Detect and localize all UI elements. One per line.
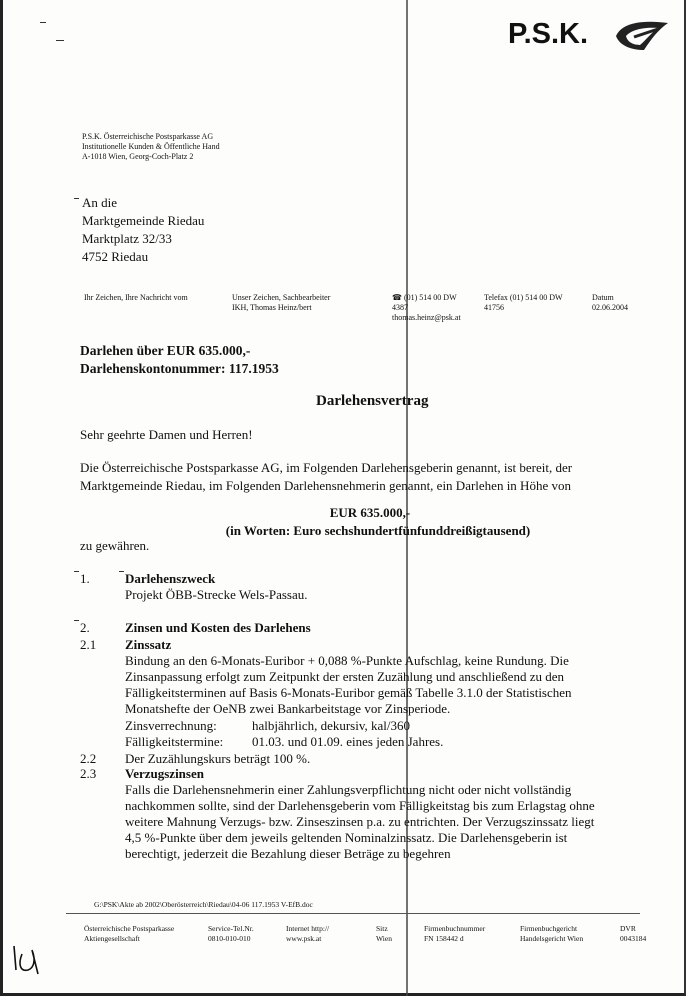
- handwritten-initial-icon: [8, 940, 44, 980]
- unser-zeichen-value: IKH, Thomas Heinz/bert: [232, 303, 312, 312]
- subject: [80, 342, 279, 378]
- phone-value: 4387: [392, 303, 408, 312]
- footer-divider: [66, 913, 640, 914]
- unser-zeichen: [232, 293, 330, 313]
- section2-3-body: [125, 782, 595, 862]
- fax-label: Telefax (01) 514 00 DW: [484, 293, 563, 302]
- footer-dvr-value: 0043184: [620, 933, 647, 943]
- faelligkeitstermine-value: 01.03. und 01.09. eines jeden Jahres.: [252, 734, 444, 749]
- section2-2-number: 2.2: [80, 751, 97, 766]
- scan-mark: [74, 620, 79, 621]
- section2-2-text: Der Zuzählungskurs beträgt 100 %.: [125, 751, 311, 766]
- section1-heading: Darlehenszweck: [125, 571, 216, 586]
- sender-line1: P.S.K. Österreichische Postsparkasse AG: [82, 132, 214, 141]
- amount-value: EUR 635.000,-: [329, 505, 411, 520]
- amount-words: (in Worten: Euro sechshundertfünfunddreißigtausend): [225, 523, 531, 538]
- ihr-zeichen-label: Ihr Zeichen, Ihre Nachricht vom: [84, 293, 188, 302]
- footer-company-line1: Österreichische Postsparkasse: [84, 924, 175, 933]
- scan-mark: [74, 571, 79, 572]
- recipient-line2: Marktgemeinde Riedau: [82, 213, 205, 228]
- sender-address: [82, 132, 220, 162]
- footer-sitz-value: Wien: [376, 933, 392, 943]
- intro-line1: Die Österreichische Postsparkasse AG, im Folgenden Darlehensgeberin genannt, ist bereit, der: [80, 460, 573, 475]
- section1-text: Projekt ÖBB-Strecke Wels-Passau.: [125, 587, 308, 602]
- section2-heading: Zinsen und Kosten des Darlehens: [125, 620, 311, 635]
- email-value: thomas.heinz@psk.at: [392, 313, 461, 322]
- recipient-address: [82, 194, 204, 266]
- phone-label: ☎ (01) 514 00 DW: [392, 293, 457, 302]
- footer-internet: [286, 924, 329, 943]
- footer-dvr: [620, 924, 646, 943]
- subject-line2: Darlehenskontonummer: 117.1953: [80, 361, 279, 376]
- verzug-line5: berechtigt, jederzeit die Bezahlung dieser Beträge zu begehren: [125, 846, 451, 861]
- file-path: G:\PSK\Akte ab 2002\Oberösterreich\Riedau\04-06 117.1953 V-EfB.doc: [94, 900, 313, 909]
- footer-firmenbuchnummer: [424, 924, 485, 943]
- salutation: Sehr geehrte Damen und Herren!: [80, 427, 253, 442]
- zinssatz-line4: Monatshefte der OeNB zwei Bankarbeitstage vor Zinsperiode.: [125, 701, 451, 716]
- footer-fbg-value: Handelsgericht Wien: [520, 933, 584, 943]
- psk-logo: [508, 18, 670, 56]
- faelligkeitstermine-label: Fälligkeitstermine:: [125, 734, 224, 749]
- footer-sitz: [376, 924, 392, 943]
- verzug-line3: weitere Mahnung Verzugs- bzw. Zinseszinsen p.a. zu entrichten. Der Verzugszinssatz liegt: [125, 814, 595, 829]
- logo-text: P.S.K.: [508, 18, 589, 50]
- scan-mark: [119, 571, 124, 572]
- section2-number: 2.: [80, 620, 90, 635]
- scan-mark: [40, 22, 46, 23]
- footer-internet-value: www.psk.at: [286, 933, 322, 943]
- unser-zeichen-label: Unser Zeichen, Sachbearbeiter: [232, 293, 331, 302]
- amount-after: zu gewähren.: [80, 538, 150, 553]
- recipient-line4: 4752 Riedau: [82, 249, 149, 264]
- recipient-line3: Marktplatz 32/33: [82, 231, 172, 246]
- footer-service: [208, 924, 254, 943]
- section2-1-body: [125, 653, 572, 717]
- footer-company: [84, 924, 174, 943]
- date-value: 02.06.2004: [592, 303, 628, 312]
- section2-1-heading: Zinssatz: [125, 637, 172, 652]
- recipient-line1: An die: [82, 195, 118, 210]
- logo-emblem-icon: [614, 20, 670, 52]
- date-block: [592, 293, 628, 313]
- intro-paragraph: [80, 459, 572, 495]
- fax-block: [484, 293, 563, 313]
- section2-3-number: 2.3: [80, 766, 97, 781]
- zinsverrechnung-value: halbjährlich, dekursiv, kal/360: [252, 718, 411, 733]
- date-label: Datum: [592, 293, 614, 302]
- zinssatz-line1: Bindung an den 6-Monats-Euribor + 0,088 %-Punkte Aufschlag, keine Rundung. Die: [125, 653, 569, 668]
- section2-1-number: 2.1: [80, 637, 97, 652]
- sender-line2: Institutionelle Kunden & Öffentliche Hand: [82, 142, 220, 151]
- footer-dvr-label: DVR: [620, 924, 636, 933]
- footer-fbn-label: Firmenbuchnummer: [424, 924, 486, 933]
- zinsverrechnung-label: Zinsverrechnung:: [125, 718, 217, 733]
- footer-internet-label: Internet http://: [286, 924, 330, 933]
- section1-number: 1.: [80, 571, 90, 586]
- intro-line2: Marktgemeinde Riedau, im Folgenden Darlehensnehmerin genannt, ein Darlehen in Höhe von: [80, 478, 571, 493]
- zinssatz-line2: Zinsanpassung erfolgt zum Zeitpunkt der ersten Zuzählung und anschließend zu den: [125, 669, 564, 684]
- scan-mark: [56, 40, 64, 41]
- footer-firmenbuchgericht: [520, 924, 583, 943]
- sender-line3: A-1018 Wien, Georg-Coch-Platz 2: [82, 152, 194, 161]
- verzug-line2: nachkommen sollte, sind der Darlehensgeberin vom Fälligkeitstag bis zum Erlagstag ohne: [125, 798, 595, 813]
- verzug-line4: 4,5 %-Punkte über dem jeweils geltenden Nominalzinssatz. Die Darlehensgeberin ist: [125, 830, 568, 845]
- subject-line1: Darlehen über EUR 635.000,-: [80, 343, 251, 358]
- footer-service-label: Service-Tel.Nr.: [208, 924, 254, 933]
- verzug-line1: Falls die Darlehensnehmerin einer Zahlungsverpflichtung nicht oder nicht vollständig: [125, 782, 572, 797]
- footer-fbg-label: Firmenbuchgericht: [520, 924, 578, 933]
- footer-fbn-value: FN 158442 d: [424, 933, 464, 943]
- section2-3-heading: Verzugszinsen: [125, 766, 204, 781]
- scan-mark: [74, 198, 79, 199]
- footer-service-value: 0810-010-010: [208, 933, 251, 943]
- zinssatz-line3: Fälligkeitsterminen auf Basis 6-Monats-Euribor gemäß Tabelle 3.1.0 der Statistischen: [125, 685, 572, 700]
- phone-block: [392, 293, 461, 323]
- footer-sitz-label: Sitz: [376, 924, 388, 933]
- document-title: Darlehensvertrag: [316, 393, 429, 409]
- footer-company-line2: Aktiengesellschaft: [84, 933, 140, 943]
- fax-value: 41756: [484, 303, 504, 312]
